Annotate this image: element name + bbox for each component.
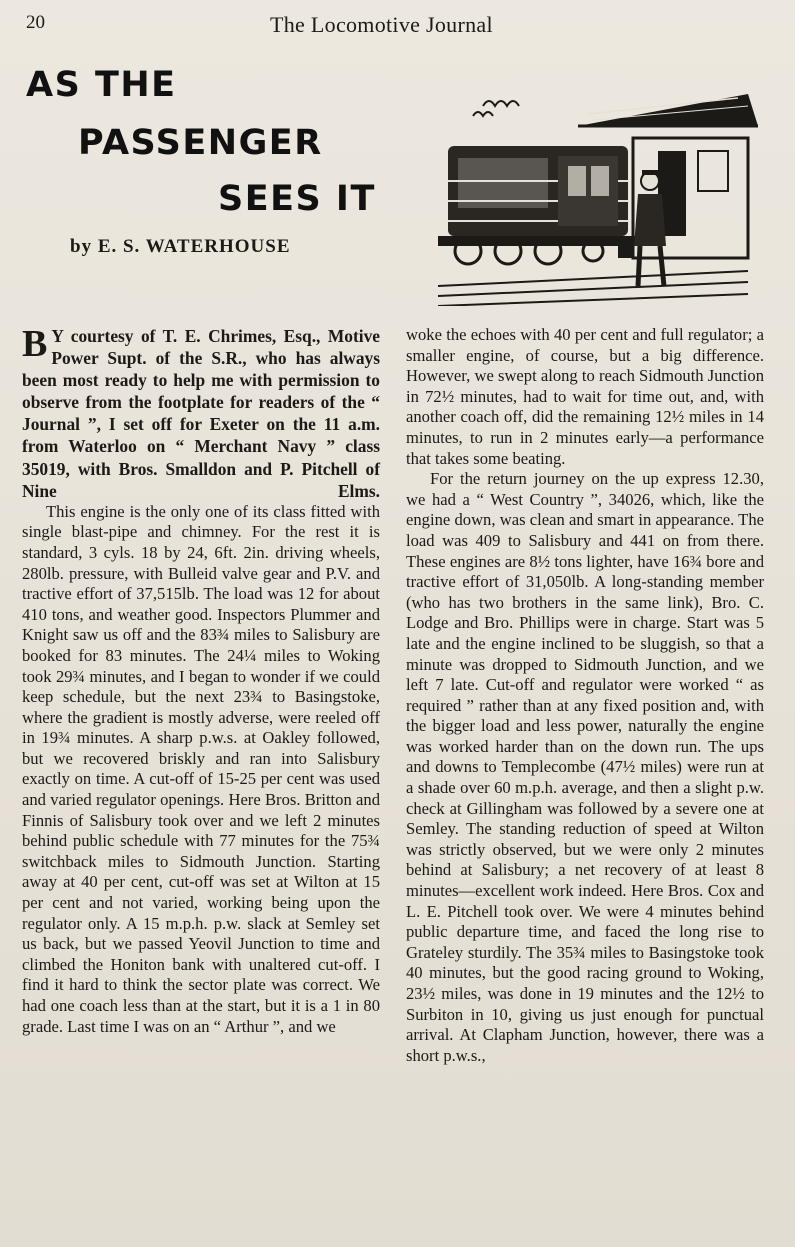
body-paragraph-3: For the return journey on the up express 12.30, we had a “ West Country ”, 34026, which, like the engine down, was clean and smart in appearance. The load was 409 to Salisbury and 441 on from there. These engines are 8½ tons lighter, have 16¾ bore and tractive effort of 31,050lb. A long-standing member (who has two brothers in the same link), Bro. C. Lodge and Bro. Phillips were in charge. Start was 5 late and the engine inclined to be sluggish, so that a minute was dropped to Sidmouth Junction, and we left 7 late. Cut-off and regulator were worked “ as required ” rather than at any fixed position and, with the bigger load and less power, naturally the engine was worked harder than on the down run. The ups and downs to Templecombe (47½ miles) were run at a shade over 60 m.p.h. average, and then a slight p.w. check at Gillingham was followed by a severe one at Semley. The standing reduction of speed at Wilton was strictly observed, but we were only 2 minutes behind at Salisbury; a net recovery of at least 8 minutes—excellent work indeed. Here Bros. Cox and L. E. Pitchell took over. We were 4 minutes behind public departure time, and faced the long rise to Grateley sturdily. The 35¾ miles to Basingstoke took 40 minutes, but the good racing ground to Woking, 23½ miles, was done in 19 minutes and the 12½ to Surbiton in 10, giving us just enough for punctual arrival. At Clapham Junction, however, there was a short p.w.s., [406, 469, 764, 1065]
drop-cap: B [22, 323, 48, 365]
headline-line-1: AS THE [26, 65, 177, 105]
page-number: 20 [26, 12, 45, 33]
left-column [22, 325, 380, 1037]
headline-line-3: SEES IT [218, 179, 376, 219]
body-paragraph-2: woke the echoes with 40 per cent and full regulator; a smaller engine, of course, but a big difference. However, we swept along to reach Sidmouth Junction in 72½ minutes, had to wait for time out, and, with another coach off, did the remaining 12½ miles in 14 minutes, to run in 2 minutes early—a performance that takes some beating. [406, 325, 764, 468]
headline-line-2: PASSENGER [78, 123, 323, 163]
locomotive-and-passenger-illustration [428, 86, 758, 306]
byline: by E. S. WATERHOUSE [70, 236, 291, 257]
right-column [406, 325, 764, 1066]
body-paragraph-1: This engine is the only one of its class fitted with single blast-pipe and chimney. For the rest it is standard, 3 cyls. 18 by 24, 6ft. 2in. driving wheels, 280lb. pressure, with Bulleid valve gear and P.V. and tractive effort of 37,515lb. The load was 12 for about 410 tons, and weather good. Inspectors Plummer and Knight saw us off and the 83¾ miles to Salisbury are booked for 83 minutes. The 24¼ miles to Woking took 29¾ minutes, and I began to wonder if we could keep schedule, but the next 23¾ to Basingstoke, where the gradient is mostly adverse, were reeled off in 19¾ minutes. A sharp p.w.s. at Oakley followed, but we recovered briskly and ran into Salisbury exactly on time. A cut-off of 15-25 per cent was used and varied regulator openings. Here Bros. Britton and Finnis of Salisbury took over and we left 2 minutes behind public schedule with 77 minutes for the 75¾ switchback miles to Sidmouth Junction. Starting away at 40 per cent, cut-off was set at Wilton at 15 per cent and not varied, working being upon the regulator only. A 15 m.p.h. p.w. slack at Semley set us back, but we passed Yeovil Junction to time and climbed the Honiton bank with unaltered cut-off. I find it hard to think the sector plate was correct. We had one coach less than at the start, but it is a 1 in 80 grade. Last time I was on an “ Arthur ”, and we [22, 501, 380, 1036]
lead-paragraph [22, 325, 380, 502]
running-head: The Locomotive Journal [270, 12, 493, 37]
lead-text: Y courtesy of T. E. Chrimes, Esq., Motive Power Supt. of the S.R., who has always been most ready to help me with permission to observe from the footplate for readers of the “ Journal ”, I set off for Exeter on the 11 a.m. from Waterloo on “ Merchant Navy ” class 35019, with Bros. Smalldon and P. Pitchell of Nine Elms. [22, 326, 380, 501]
